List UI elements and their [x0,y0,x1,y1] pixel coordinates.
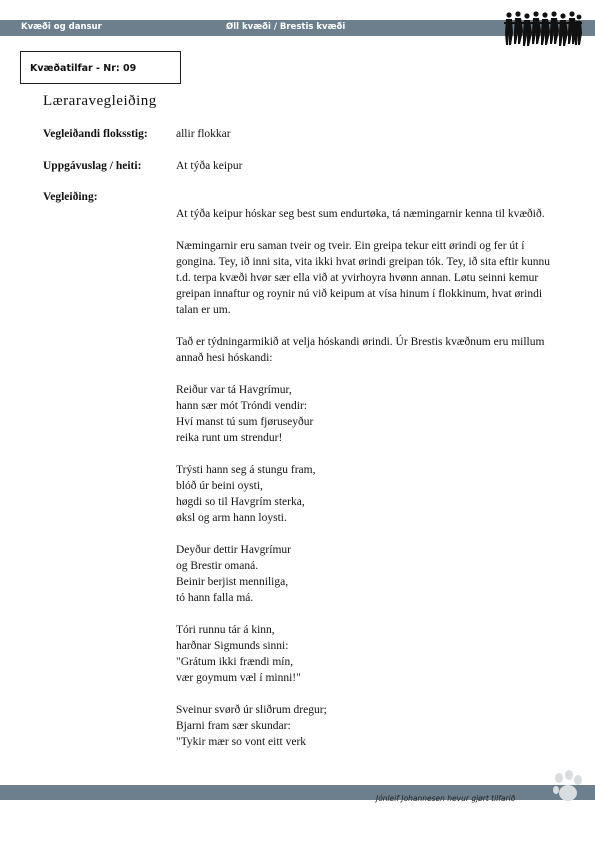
verse-line: harðnar Sigmunds sinni: [176,640,289,652]
page-title: Læraravegleiðing [43,93,157,109]
verse-line: høgdi so til Havgrím sterka, [176,496,305,508]
verse-line: Sveinur svørð úr sliðrum dregur; [176,704,327,716]
verse-line: Hví manst tú sum fjøruseyður [176,416,314,428]
level-value: allir flokkar [176,128,231,140]
text-line: At týða keipur hóskar seg best sum endurtøka, tá næmingarnir kenna til kvæðið. [176,208,545,220]
paragraph-intro [176,206,551,222]
verse-line: Tóri runnu tár á kinn, [176,624,275,636]
verse-line: reika runt um strendur! [176,432,283,444]
task-label: Uppgávuslag / heiti: [43,160,142,172]
task-value: At týða keipur [176,160,243,172]
dancers-icon [504,9,582,49]
verse-line: "Grátum ikki frændi mín, [176,656,294,668]
verse-2 [176,462,551,526]
verse-line: Reiður var tá Havgrímur, [176,384,292,396]
verse-line: hann sær mót Tróndi vendir: [176,400,307,412]
paw-print-icon [550,770,586,804]
verse-line: vær goymum væl í minni!" [176,672,301,684]
verse-line: "Tykir mær so vont eitt verk [176,736,307,748]
verse-line: Beinir berjist menniliga, [176,576,289,588]
paragraph-method [176,238,551,318]
verse-1 [176,382,551,446]
number-box-text: Kvæðatilfar - Nr: 09 [30,63,137,74]
text-line: Tað er týdningarmikið at velja hóskandi ørindi. Úr Brestis kvæðnum eru millum annað hesi hóskandi: [176,336,545,364]
guidance-label: Vegleiðing: [43,191,98,203]
verse-3 [176,542,551,606]
verse-line: blóð úr beini oysti, [176,480,263,492]
number-box [20,51,181,84]
level-label: Vegleiðandi floksstig: [43,128,148,140]
footer-credit: Jónleif Johannesen hevur gjørt tilfarið [376,794,516,803]
text-line: Næmingarnir eru saman tveir og tveir. Ein greipa tekur eitt ørindi og fer út í gongina. Tey, ið inni sita, vita ikki hvat ørindi greipan tók. Tey, ið sita eftir kunnu t.d. terpa kvæði hvør sær ella við at yvirhoyra hvønn annan. Løtu seinni kemur greipan innaftur og roynir nú við keipum at vísa hinum í flokkinum, hvat ørindi talan er um. [176,240,550,316]
paragraph-selection [176,334,551,366]
verse-line: tó hann falla má. [176,592,254,604]
verse-line: og Brestir omaná. [176,560,259,572]
verse-line: Trýsti hann seg á stungu fram, [176,464,316,476]
verse-line: Deyður dettir Havgrímur [176,544,291,556]
guidance-text [176,206,551,766]
header-left-title: Kvæði og dansur [21,22,102,32]
verse-line: øksl og arm hann loysti. [176,512,287,524]
verse-5 [176,702,551,750]
header-center-title: Øll kvæði / Brestis kvæði [226,22,346,32]
verse-4 [176,622,551,686]
verse-line: Bjarni fram sær skundar: [176,720,291,732]
